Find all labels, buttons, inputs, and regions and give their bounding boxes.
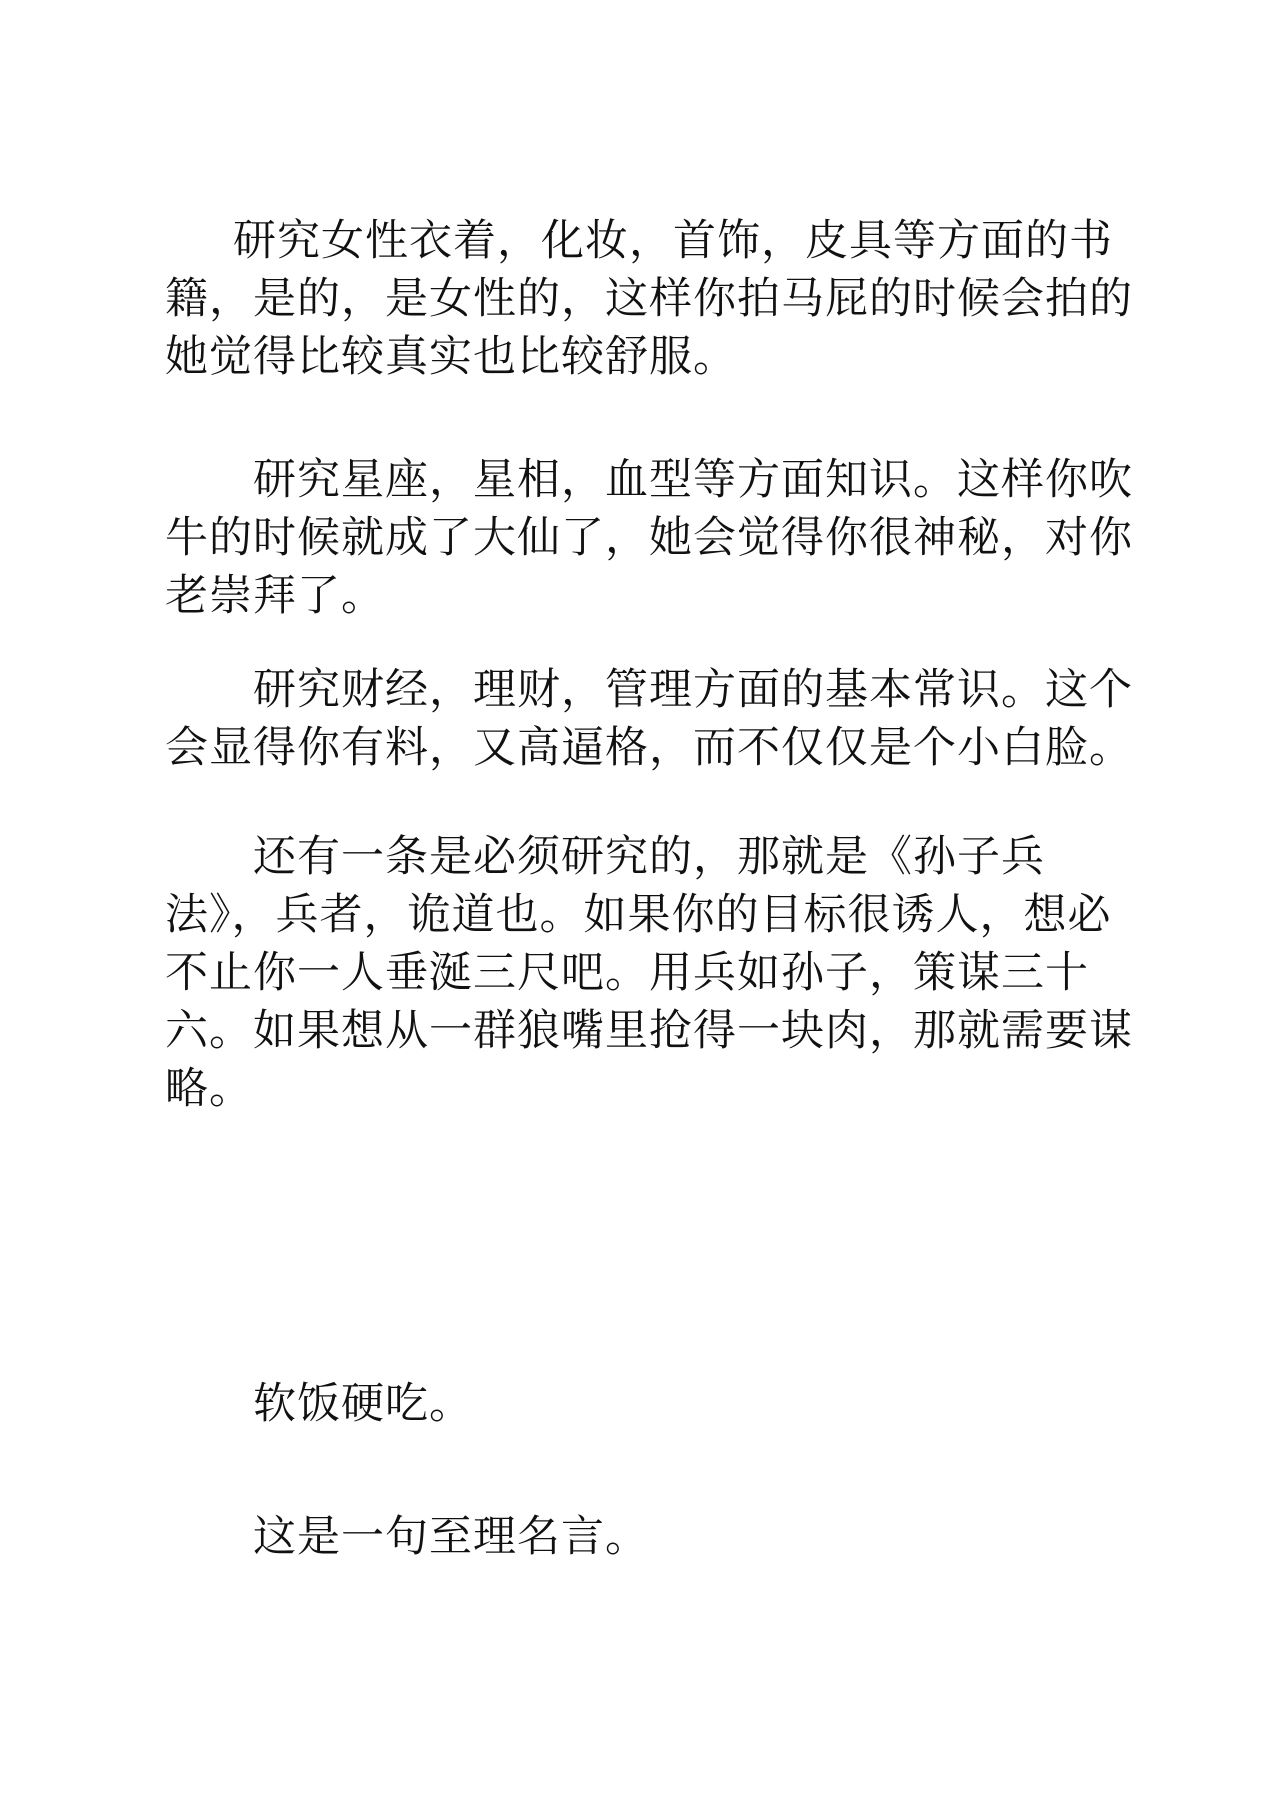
paragraph-soft-rice (165, 1375, 1115, 1433)
paragraph-art-of-war (165, 828, 1133, 1118)
paragraph-fashion-research (165, 212, 1133, 386)
paragraph-finance-research (165, 661, 1133, 777)
paragraph-line: 研究星座，星相，血型等方面知识。这样你吹 (253, 455, 1133, 505)
paragraph-line: 老崇拜了。 (165, 571, 385, 621)
paragraph-line: 研究财经，理财，管理方面的基本常识。这个 (253, 665, 1133, 715)
paragraph-astrology-research (165, 451, 1133, 625)
paragraph-line: 会显得你有料，又高逼格，而不仅仅是个小白脸。 (165, 723, 1133, 773)
paragraph-line: 软饭硬吃。 (253, 1379, 473, 1429)
paragraph-line: 还有一条是必须研究的，那就是《孙子兵 (253, 832, 1045, 882)
paragraph-line: 法》，兵者，诡道也。如果你的目标很诱人，想必 (165, 890, 1112, 940)
paragraph-line: 这是一句至理名言。 (253, 1512, 649, 1562)
paragraph-line: 六。如果想从一群狼嘴里抢得一块肉，那就需要谋 (165, 1006, 1133, 1056)
paragraph-line: 略。 (165, 1064, 253, 1114)
paragraph-line: 研究女性衣着，化妆，首饰，皮具等方面的书 (233, 216, 1113, 266)
paragraph-line: 她觉得比较真实也比较舒服。 (165, 332, 737, 382)
paragraph-line: 籍，是的，是女性的，这样你拍马屁的时候会拍的 (165, 274, 1133, 324)
paragraph-maxim (165, 1508, 1115, 1566)
paragraph-line: 牛的时候就成了大仙了，她会觉得你很神秘，对你 (165, 513, 1133, 563)
paragraph-line: 不止你一人垂涎三尺吧。用兵如孙子，策谋三十 (165, 948, 1089, 998)
